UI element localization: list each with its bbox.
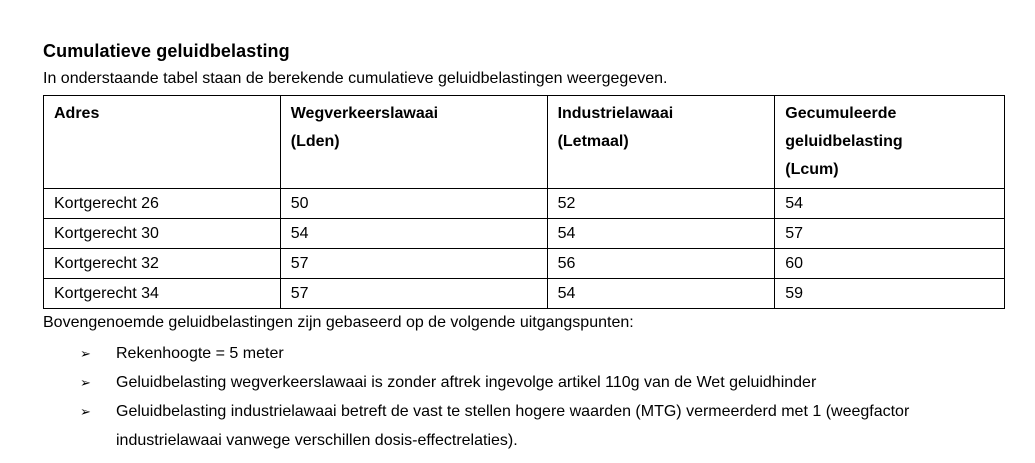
section-heading: Cumulatieve geluidbelasting: [43, 41, 290, 61]
assumptions-list: [43, 339, 1003, 455]
header-adres: [44, 96, 281, 189]
intro-text: In onderstaande tabel staan de berekende cumulatieve geluidbelastingen weergegeven.: [43, 70, 668, 87]
header-line: (Lden): [290, 133, 340, 150]
cell-lden: 57: [280, 279, 547, 309]
cell-lden: 54: [280, 219, 547, 249]
cell-adres: Kortgerecht 30: [44, 219, 281, 249]
cell-letmaal: 56: [547, 249, 775, 279]
assumptions-intro: Bovengenoemde geluidbelastingen zijn gebaseerd op de volgende uitgangspunten:: [43, 314, 634, 331]
header-gecumuleerde: [775, 96, 1005, 189]
cell-lcum: 60: [775, 249, 1005, 279]
table-row: [44, 279, 1005, 309]
cell-adres: Kortgerecht 34: [44, 279, 281, 309]
header-line: (Letmaal): [557, 133, 629, 150]
arrow-bullet-icon: ➢: [80, 375, 91, 390]
header-line: Adres: [54, 105, 100, 122]
cell-lcum: 57: [775, 219, 1005, 249]
header-industrielawaai: [547, 96, 775, 189]
cell-lcum: 54: [775, 189, 1005, 219]
cell-adres: Kortgerecht 32: [44, 249, 281, 279]
geluid-table: [43, 95, 1005, 309]
cell-letmaal: 54: [547, 219, 775, 249]
cell-letmaal: 54: [547, 279, 775, 309]
list-item: [43, 339, 1003, 368]
cell-lden: 50: [280, 189, 547, 219]
table-row: [44, 219, 1005, 249]
arrow-bullet-icon: ➢: [80, 404, 91, 419]
list-item-text: Geluidbelasting industrielawaai betreft de vast te stellen hogere waarden (MTG) vermeerderd met 1 (weegfactor industrielawaai vanwege verschillen dosis-effectrelaties).: [116, 403, 910, 449]
list-item: [43, 397, 1003, 455]
list-item-text: Rekenhoogte = 5 meter: [116, 345, 284, 362]
list-item: [43, 368, 1003, 397]
cell-adres: Kortgerecht 26: [44, 189, 281, 219]
list-item-text: Geluidbelasting wegverkeerslawaai is zonder aftrek ingevolge artikel 110g van de Wet geluidhinder: [116, 374, 817, 391]
table-row: [44, 189, 1005, 219]
header-line: geluidbelasting: [785, 133, 903, 150]
header-wegverkeerslawaai: [280, 96, 547, 189]
arrow-bullet-icon: ➢: [80, 346, 91, 361]
header-line: (Lcum): [785, 161, 839, 178]
table-row: [44, 249, 1005, 279]
cell-letmaal: 52: [547, 189, 775, 219]
cell-lcum: 59: [775, 279, 1005, 309]
table-header-row: [44, 96, 1005, 189]
header-line: Industrielawaai: [557, 105, 674, 122]
header-line: Wegverkeerslawaai: [290, 105, 439, 122]
header-line: Gecumuleerde: [785, 105, 897, 122]
cell-lden: 57: [280, 249, 547, 279]
